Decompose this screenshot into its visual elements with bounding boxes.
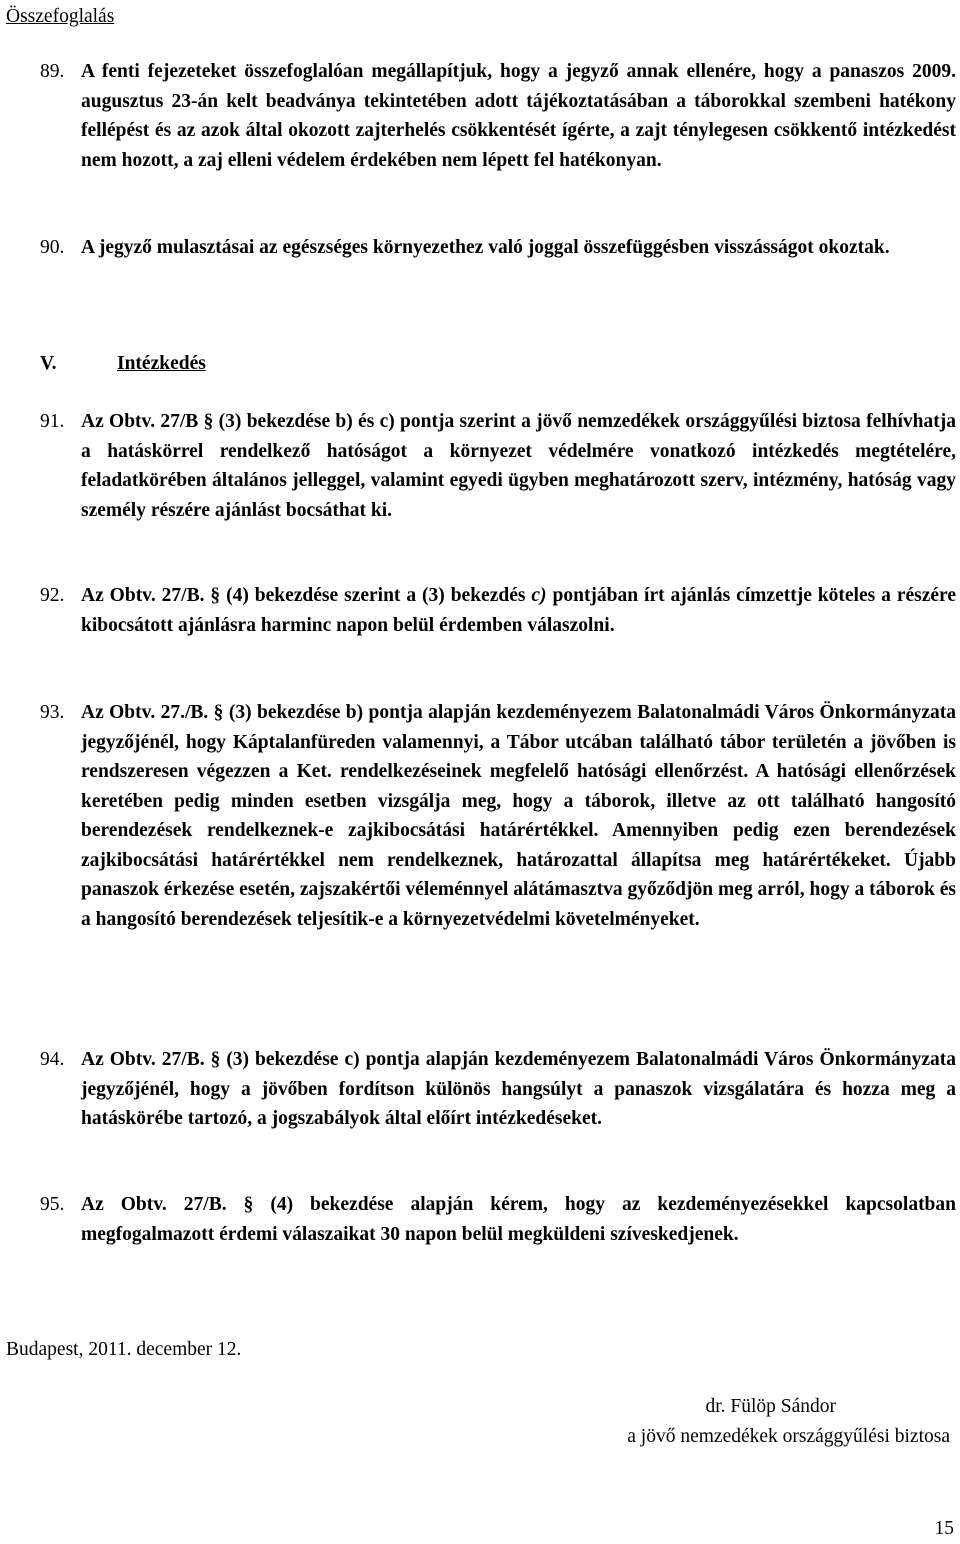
section-heading: Összefoglalás [6,6,115,27]
section-title: Intézkedés [117,353,206,374]
section-roman-numeral: V. [40,353,57,374]
paragraph-number: 91. [40,411,65,432]
paragraph-text-part: Az Obtv. 27/B. § (4) bekezdése szerint a (3) bekezdés [81,585,532,606]
paragraph-89 [40,57,956,175]
paragraph-text-italic: c) [531,585,547,606]
paragraph-91 [40,407,956,525]
paragraph-text: Az Obtv. 27/B. § (4) bekezdése alapján kérem, hogy az kezdeményezésekkel kapcsolatban megfogalmazott érdemi válaszaikat 30 napon belül megküldeni szíveskedjenek. [81,1194,956,1245]
paragraph-text: A fenti fejezeteket összefoglalóan megállapítjuk, hogy a jegyző annak ellenére, hogy a panaszos 2009. augusztus 23-án kelt beadványa tekintetében adott tájékoztatásában a táborokkal szembeni hatékony fellépést és az azok által okozott zajterhelés csökkentését ígérte, a zajt ténylegesen csökkentő intézkedést nem hozott, a zaj elleni védelem érdekében nem lépett fel hatékonyan. [81,61,956,171]
paragraph-number: 95. [40,1194,65,1215]
paragraph-text: Az Obtv. 27/B § (3) bekezdése b) és c) pontja szerint a jövő nemzedékek országgyűlési biztosa felhívhatja a hatáskörrel rendelkező hatóságot a környezet védelmére vonatkozó intézkedés megtételére, feladatkörében általános jelleggel, valamint egyedi ügyben meghatározott szerv, intézmény, hatóság vagy személy részére ajánlást bocsáthat ki. [81,411,956,521]
paragraph-text [81,581,956,640]
paragraph-number: 90. [40,237,65,258]
signatory-title: a jövő nemzedékek országgyűlési biztosa [627,1426,950,1447]
paragraph-number: 93. [40,702,65,723]
place-and-date: Budapest, 2011. december 12. [6,1339,242,1360]
paragraph-92 [40,581,956,640]
paragraph-90 [40,233,956,263]
paragraph-93 [40,698,956,934]
paragraph-94 [40,1045,956,1134]
paragraph-text-part: pontjában írt ajánlás címzettje köteles a részére kibocsátott ajánlásra harminc napon belül érdemben válaszolni. [81,585,956,636]
signatory-name: dr. Fülöp Sándor [705,1396,836,1417]
section-title-row [40,349,206,379]
paragraph-number: 89. [40,61,65,82]
paragraph-number: 92. [40,585,65,606]
paragraph-text: Az Obtv. 27/B. § (3) bekezdése c) pontja alapján kezdeményezem Balatonalmádi Város Önkormányzata jegyzőjénél, hogy a jövőben fordítson különös hangsúlyt a panaszok vizsgálatára és hozza meg a hatáskörébe tartozó, a jogszabályok által előírt intézkedéseket. [81,1049,956,1129]
paragraph-text: Az Obtv. 27./B. § (3) bekezdése b) pontja alapján kezdeményezem Balatonalmádi Város Önkormányzata jegyzőjénél, hogy Káptalanfüreden valamennyi, a Tábor utcában található tábor területén a jövőben is rendszeresen végezzen a Ket. rendelkezéseinek megfelelő hatósági ellenőrzést. A hatósági ellenőrzések keretében pedig minden esetben vizsgálja meg, hogy a táborok, illetve az ott található hangosító berendezések rendelkeznek-e zajkibocsátási határértékkel. Amennyiben pedig ezen berendezések zajkibocsátási határértékkel nem rendelkeznek, határozattal állapítsa meg határértékeket. Újabb panaszok érkezése esetén, zajszakértői véleménnyel alátámasztva győződjön meg arról, hogy a táborok és a hangosító berendezések teljesítik-e a környezetvédelmi követelményeket. [81,702,956,930]
paragraph-text: A jegyző mulasztásai az egészséges környezethez való joggal összefüggésben visszásságot okoztak. [81,237,890,258]
paragraph-number: 94. [40,1049,65,1070]
page-number: 15 [934,1518,954,1539]
paragraph-95 [40,1190,956,1249]
